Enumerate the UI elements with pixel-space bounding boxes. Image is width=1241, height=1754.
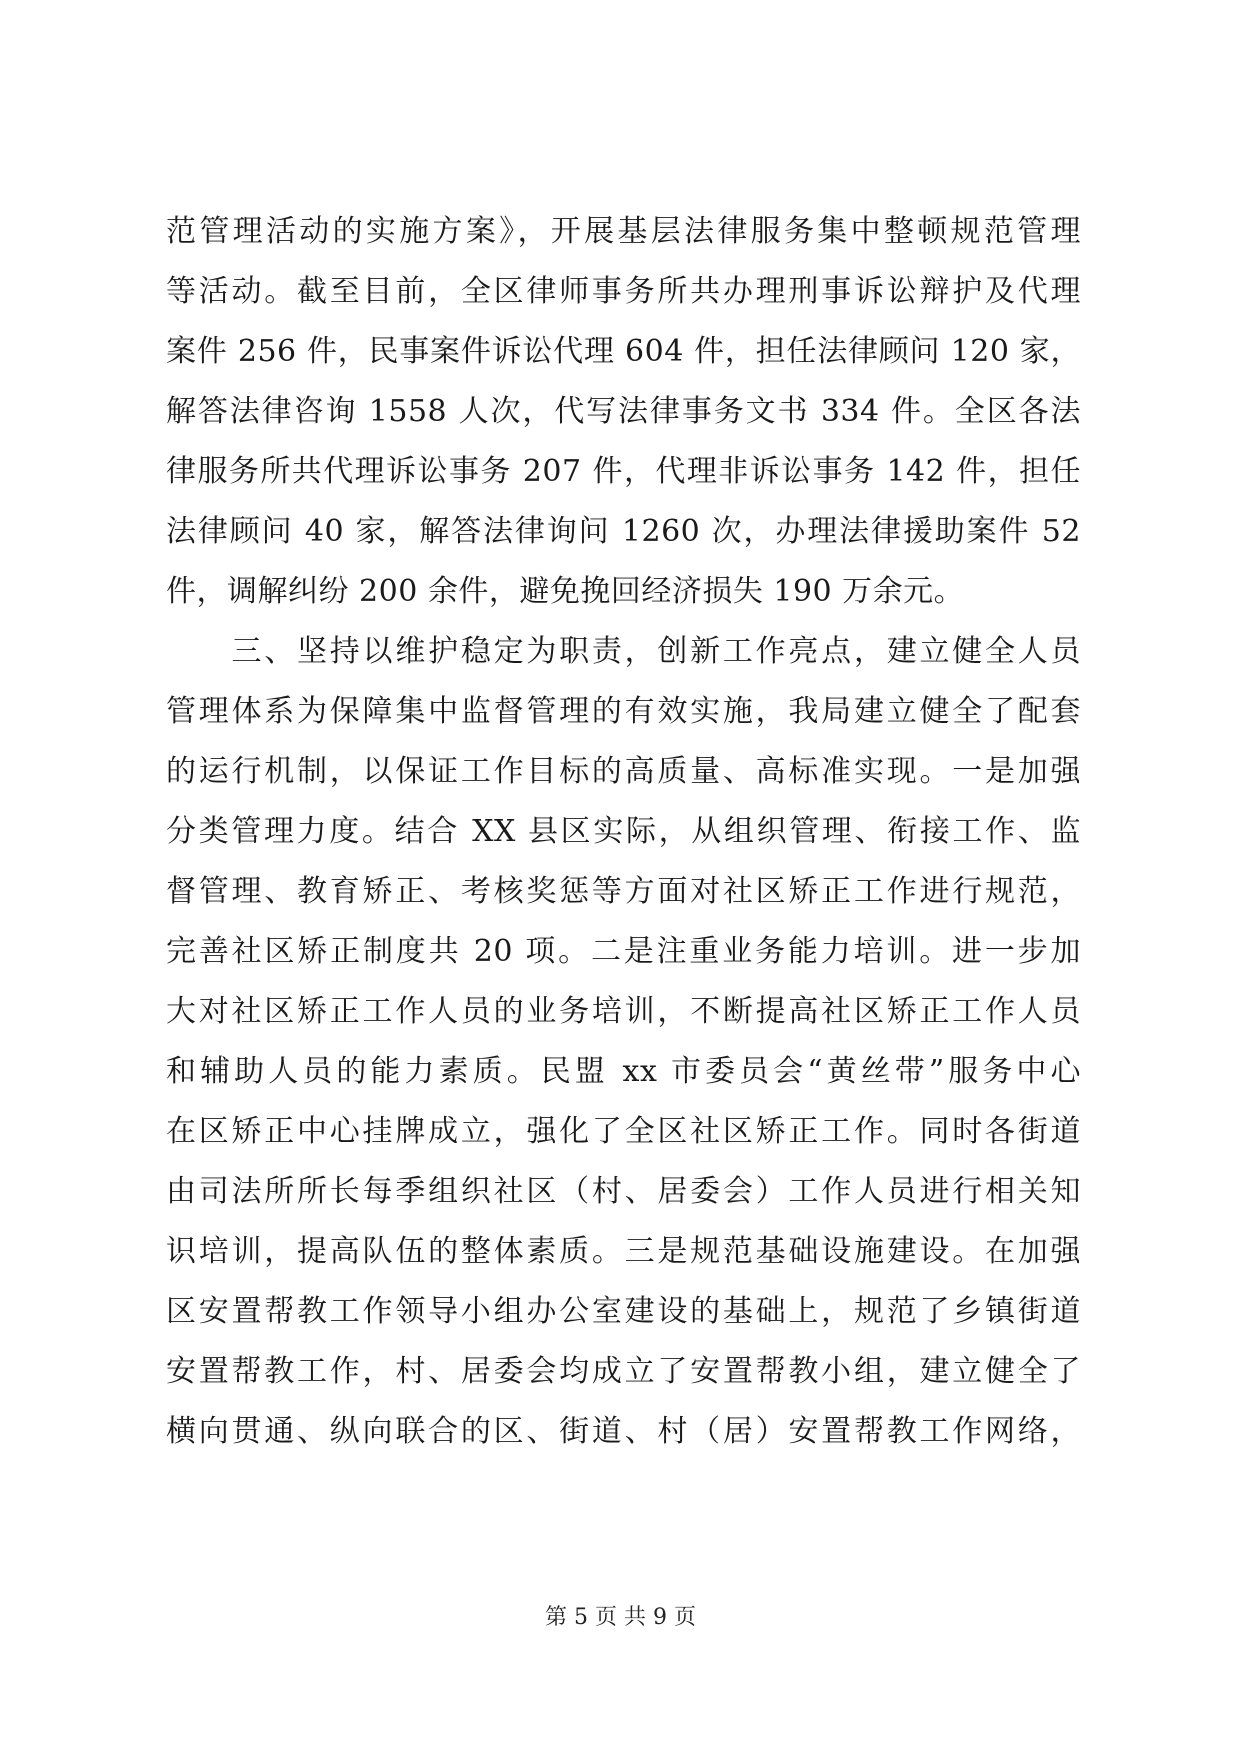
text-line: 的运行机制，以保证工作目标的高质量、高标准实现。一是加强 [166, 754, 1081, 789]
text-line: 案件 256 件，民事案件诉讼代理 604 件，担任法律顾问 120 家， [166, 334, 1081, 369]
text-line: 督管理、教育矫正、考核奖惩等方面对社区矫正工作进行规范， [166, 874, 1081, 909]
text-line: 完善社区矫正制度共 20 项。二是注重业务能力培训。进一步加 [166, 934, 1081, 969]
text-line: 和辅助人员的能力素质。民盟 xx 市委员会“黄丝带”服务中心 [166, 1054, 1081, 1089]
text-line: 范管理活动的实施方案》，开展基层法律服务集中整顿规范管理 [166, 214, 1081, 249]
text-line: 分类管理力度。结合 XX 县区实际，从组织管理、衔接工作、监 [166, 814, 1081, 849]
text-line: 件，调解纠纷 200 余件，避免挽回经济损失 190 万余元。 [166, 574, 965, 609]
text-line: 识培训，提高队伍的整体素质。三是规范基础设施建设。在加强 [166, 1234, 1081, 1269]
text-line: 律服务所共代理诉讼事务 207 件，代理非诉讼事务 142 件，担任 [166, 454, 1081, 489]
text-line: 在区矫正中心挂牌成立，强化了全区社区矫正工作。同时各街道 [166, 1114, 1081, 1149]
text-line: 解答法律咨询 1558 人次，代写法律事务文书 334 件。全区各法 [166, 394, 1081, 429]
text-line: 等活动。截至目前，全区律师事务所共办理刑事诉讼辩护及代理 [166, 274, 1081, 309]
text-line: 由司法所所长每季组织社区（村、居委会）工作人员进行相关知 [166, 1174, 1081, 1209]
text-line: 横向贯通、纵向联合的区、街道、村（居）安置帮教工作网络， [166, 1414, 1081, 1449]
text-line: 大对社区矫正工作人员的业务培训，不断提高社区矫正工作人员 [166, 994, 1081, 1029]
text-line: 管理体系为保障集中监督管理的有效实施，我局建立健全了配套 [166, 694, 1081, 729]
page-number: 第 5 页 共 9 页 [545, 1605, 696, 1630]
text-line: 法律顾问 40 家，解答法律询问 1260 次，办理法律援助案件 52 [166, 514, 1081, 549]
page-footer [0, 1600, 1241, 1631]
body-text [166, 202, 1081, 1462]
text-line: 区安置帮教工作领导小组办公室建设的基础上，规范了乡镇街道 [166, 1294, 1081, 1329]
text-line: 三、坚持以维护稳定为职责，创新工作亮点，建立健全人员 [166, 634, 1081, 669]
text-line: 安置帮教工作，村、居委会均成立了安置帮教小组，建立健全了 [166, 1354, 1081, 1389]
